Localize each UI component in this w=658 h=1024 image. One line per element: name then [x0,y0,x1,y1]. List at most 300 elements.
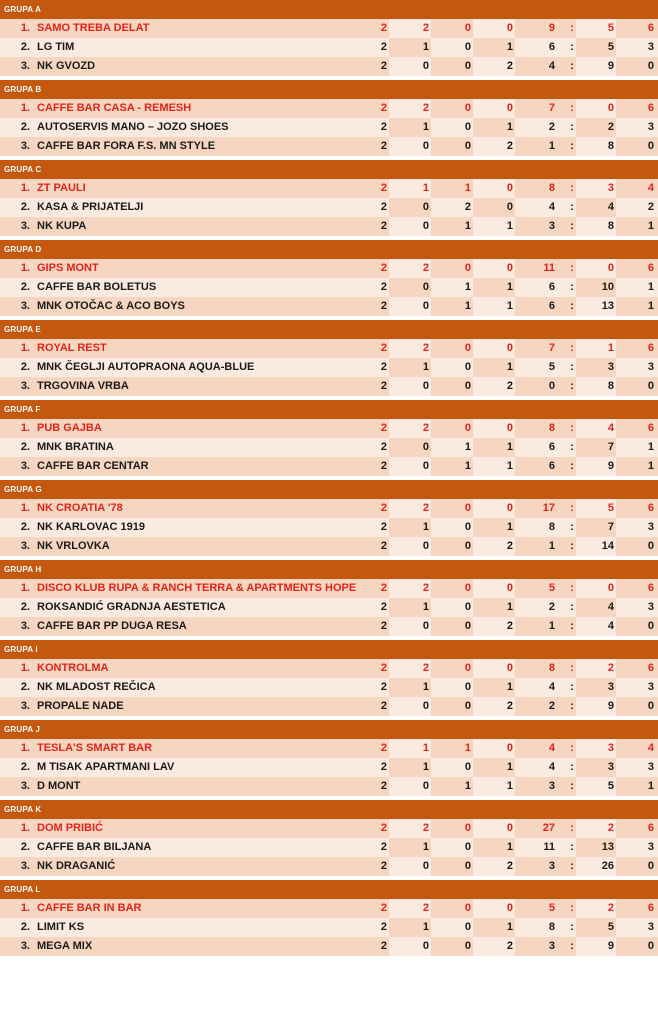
table-row [0,819,658,838]
goals-against-cell: 14 [601,540,614,552]
goals-against-cell: 4 [607,620,614,632]
goals-against-cell: 7 [607,521,614,533]
goals-against-cell: 4 [607,201,614,213]
played-cell: 2 [380,761,387,773]
table-row [0,617,658,636]
table-row [0,518,658,537]
drawn-cell: 0 [464,140,471,152]
points-cell: 3 [647,361,654,373]
group-header: GRUPA B [0,80,658,99]
group-header: GRUPA E [0,320,658,339]
goals-against-cell: 2 [607,822,614,834]
won-cell: 0 [422,860,429,872]
score-separator-cell: : [570,940,574,952]
drawn-cell: 0 [464,902,471,914]
position-cell: 1. [20,182,30,194]
team-name-cell: KONTROLMA [37,662,109,674]
team-name-cell: MEGA MIX [37,940,93,952]
points-cell: 0 [647,940,654,952]
goals-for-cell: 6 [548,41,555,53]
goals-for-cell: 3 [548,860,555,872]
group-table [0,800,658,876]
won-cell: 0 [422,940,429,952]
position-cell: 1. [20,902,30,914]
position-cell: 2. [20,361,30,373]
points-cell: 1 [647,460,654,472]
position-cell: 2. [20,441,30,453]
lost-cell: 1 [506,780,513,792]
played-cell: 2 [380,201,387,213]
table-row [0,739,658,758]
lost-cell: 1 [506,681,513,693]
drawn-cell: 1 [464,441,471,453]
points-cell: 1 [647,281,654,293]
score-separator-cell: : [570,662,574,674]
group-table [0,480,658,556]
lost-cell: 0 [506,182,513,194]
lost-cell: 1 [506,521,513,533]
team-name-cell: NK MLADOST REČICA [37,681,156,693]
goals-for-cell: 2 [548,601,555,613]
score-separator-cell: : [570,502,574,514]
goals-for-cell: 8 [548,182,555,194]
score-separator-cell: : [570,60,574,72]
drawn-cell: 0 [464,342,471,354]
points-cell: 6 [647,502,654,514]
table-row [0,899,658,918]
score-separator-cell: : [570,102,574,114]
points-cell: 6 [647,22,654,34]
played-cell: 2 [380,860,387,872]
position-cell: 1. [20,662,30,674]
position-cell: 2. [20,201,30,213]
goals-for-cell: 1 [548,140,555,152]
goals-for-cell: 2 [548,700,555,712]
points-cell: 6 [647,422,654,434]
table-row [0,678,658,697]
goals-against-cell: 1 [607,342,614,354]
group-table [0,560,658,636]
table-row [0,438,658,457]
lost-cell: 2 [506,60,513,72]
team-name-cell: NK CROATIA '78 [37,502,123,514]
points-cell: 3 [647,761,654,773]
score-separator-cell: : [570,41,574,53]
goals-against-cell: 0 [607,262,614,274]
goals-against-cell: 7 [607,441,614,453]
goals-against-cell: 9 [607,460,614,472]
group-table [0,400,658,476]
goals-for-cell: 7 [548,102,555,114]
points-cell: 6 [647,342,654,354]
table-row [0,937,658,956]
lost-cell: 0 [506,262,513,274]
score-separator-cell: : [570,220,574,232]
goals-against-cell: 0 [607,102,614,114]
goals-for-cell: 5 [548,361,555,373]
lost-cell: 1 [506,361,513,373]
lost-cell: 2 [506,700,513,712]
lost-cell: 2 [506,940,513,952]
team-name-cell: CAFFE BAR BILJANA [37,841,152,853]
drawn-cell: 0 [464,841,471,853]
lost-cell: 0 [506,502,513,514]
goals-against-cell: 5 [607,22,614,34]
lost-cell: 2 [506,380,513,392]
lost-cell: 0 [506,22,513,34]
table-row [0,758,658,777]
played-cell: 2 [380,41,387,53]
played-cell: 2 [380,102,387,114]
won-cell: 0 [422,201,429,213]
won-cell: 1 [422,182,429,194]
drawn-cell: 0 [464,921,471,933]
won-cell: 0 [422,620,429,632]
points-cell: 3 [647,41,654,53]
lost-cell: 0 [506,902,513,914]
goals-for-cell: 3 [548,780,555,792]
team-name-cell: ROKSANDIĆ GRADNJA AESTETICA [37,601,226,613]
drawn-cell: 0 [464,121,471,133]
table-row [0,137,658,156]
team-name-cell: ROYAL REST [37,342,107,354]
lost-cell: 1 [506,761,513,773]
played-cell: 2 [380,361,387,373]
drawn-cell: 0 [464,380,471,392]
group-header: GRUPA G [0,480,658,499]
drawn-cell: 0 [464,422,471,434]
goals-against-cell: 2 [607,902,614,914]
drawn-cell: 0 [464,521,471,533]
position-cell: 1. [20,22,30,34]
goals-against-cell: 4 [607,422,614,434]
team-name-cell: NK KUPA [37,220,87,232]
drawn-cell: 0 [464,681,471,693]
won-cell: 1 [422,681,429,693]
team-name-cell: CAFFE BAR FORA F.S. MN STYLE [37,140,216,152]
goals-against-cell: 2 [607,121,614,133]
won-cell: 0 [422,441,429,453]
lost-cell: 1 [506,281,513,293]
table-row [0,499,658,518]
played-cell: 2 [380,841,387,853]
won-cell: 1 [422,41,429,53]
played-cell: 2 [380,582,387,594]
group-header: GRUPA F [0,400,658,419]
score-separator-cell: : [570,262,574,274]
drawn-cell: 0 [464,601,471,613]
team-name-cell: NK GVOZD [37,60,96,72]
goals-for-cell: 5 [548,902,555,914]
won-cell: 2 [422,822,429,834]
played-cell: 2 [380,422,387,434]
position-cell: 2. [20,921,30,933]
played-cell: 2 [380,921,387,933]
lost-cell: 2 [506,860,513,872]
drawn-cell: 1 [464,742,471,754]
group-table [0,240,658,316]
team-name-cell: NK DRAGANIĆ [37,860,116,872]
won-cell: 2 [422,262,429,274]
position-cell: 1. [20,422,30,434]
points-cell: 6 [647,902,654,914]
goals-for-cell: 6 [548,460,555,472]
goals-against-cell: 0 [607,582,614,594]
played-cell: 2 [380,521,387,533]
goals-against-cell: 4 [607,601,614,613]
group-table [0,0,658,76]
team-name-cell: TRGOVINA VRBA [37,380,129,392]
score-separator-cell: : [570,182,574,194]
goals-for-cell: 5 [548,582,555,594]
score-separator-cell: : [570,460,574,472]
goals-against-cell: 3 [607,742,614,754]
lost-cell: 0 [506,201,513,213]
position-cell: 1. [20,502,30,514]
points-cell: 1 [647,300,654,312]
position-cell: 2. [20,281,30,293]
goals-against-cell: 9 [607,60,614,72]
table-row [0,579,658,598]
goals-against-cell: 5 [607,780,614,792]
goals-against-cell: 8 [607,140,614,152]
table-row [0,598,658,617]
group-table [0,640,658,716]
table-row [0,217,658,236]
drawn-cell: 0 [464,582,471,594]
lost-cell: 0 [506,582,513,594]
goals-for-cell: 3 [548,940,555,952]
position-cell: 3. [20,780,30,792]
played-cell: 2 [380,502,387,514]
goals-against-cell: 9 [607,940,614,952]
group-header: GRUPA H [0,560,658,579]
lost-cell: 2 [506,620,513,632]
group-header: GRUPA I [0,640,658,659]
won-cell: 2 [422,662,429,674]
points-cell: 3 [647,121,654,133]
lost-cell: 1 [506,121,513,133]
team-name-cell: D MONT [37,780,81,792]
points-cell: 6 [647,662,654,674]
points-cell: 0 [647,540,654,552]
played-cell: 2 [380,22,387,34]
score-separator-cell: : [570,281,574,293]
position-cell: 1. [20,342,30,354]
won-cell: 0 [422,60,429,72]
points-cell: 0 [647,60,654,72]
team-name-cell: CAFFE BAR BOLETUS [37,281,157,293]
position-cell: 1. [20,742,30,754]
goals-against-cell: 5 [607,41,614,53]
table-row [0,339,658,358]
position-cell: 3. [20,140,30,152]
drawn-cell: 0 [464,662,471,674]
won-cell: 0 [422,540,429,552]
table-row [0,918,658,937]
goals-for-cell: 0 [548,380,555,392]
points-cell: 1 [647,441,654,453]
lost-cell: 1 [506,441,513,453]
played-cell: 2 [380,540,387,552]
score-separator-cell: : [570,921,574,933]
team-name-cell: GIPS MONT [37,262,99,274]
drawn-cell: 0 [464,102,471,114]
group-header: GRUPA A [0,0,658,19]
position-cell: 3. [20,700,30,712]
team-name-cell: NK VRLOVKA [37,540,110,552]
team-name-cell: TESLA'S SMART BAR [37,742,153,754]
goals-for-cell: 1 [548,620,555,632]
table-row [0,297,658,316]
points-cell: 4 [647,742,654,754]
goals-for-cell: 3 [548,220,555,232]
won-cell: 0 [422,140,429,152]
goals-against-cell: 26 [601,860,614,872]
group-table [0,160,658,236]
group-header: GRUPA C [0,160,658,179]
won-cell: 1 [422,921,429,933]
points-cell: 3 [647,841,654,853]
group-table [0,80,658,156]
points-cell: 3 [647,921,654,933]
goals-against-cell: 3 [607,361,614,373]
points-cell: 3 [647,521,654,533]
lost-cell: 1 [506,601,513,613]
position-cell: 2. [20,521,30,533]
played-cell: 2 [380,342,387,354]
score-separator-cell: : [570,742,574,754]
points-cell: 1 [647,780,654,792]
position-cell: 3. [20,220,30,232]
lost-cell: 1 [506,220,513,232]
goals-against-cell: 8 [607,380,614,392]
won-cell: 1 [422,841,429,853]
played-cell: 2 [380,121,387,133]
drawn-cell: 0 [464,361,471,373]
group-header: GRUPA J [0,720,658,739]
won-cell: 2 [422,902,429,914]
position-cell: 2. [20,601,30,613]
position-cell: 3. [20,540,30,552]
team-name-cell: LG TIM [37,41,75,53]
drawn-cell: 0 [464,700,471,712]
points-cell: 0 [647,620,654,632]
lost-cell: 1 [506,300,513,312]
position-cell: 2. [20,41,30,53]
played-cell: 2 [380,460,387,472]
table-row [0,179,658,198]
score-separator-cell: : [570,342,574,354]
team-name-cell: AUTOSERVIS MANO – JOZO SHOES [37,121,229,133]
drawn-cell: 1 [464,460,471,472]
position-cell: 3. [20,940,30,952]
points-cell: 0 [647,140,654,152]
played-cell: 2 [380,140,387,152]
points-cell: 0 [647,860,654,872]
drawn-cell: 0 [464,822,471,834]
goals-for-cell: 4 [548,761,555,773]
won-cell: 2 [422,422,429,434]
score-separator-cell: : [570,201,574,213]
goals-against-cell: 13 [601,300,614,312]
table-row [0,358,658,377]
won-cell: 0 [422,700,429,712]
team-name-cell: CAFFE BAR CASA - REMESH [37,102,192,114]
score-separator-cell: : [570,860,574,872]
score-separator-cell: : [570,380,574,392]
goals-against-cell: 2 [607,662,614,674]
table-row [0,419,658,438]
position-cell: 3. [20,460,30,472]
position-cell: 2. [20,761,30,773]
drawn-cell: 1 [464,220,471,232]
position-cell: 3. [20,300,30,312]
won-cell: 2 [422,582,429,594]
played-cell: 2 [380,902,387,914]
drawn-cell: 1 [464,300,471,312]
goals-for-cell: 11 [543,841,555,853]
played-cell: 2 [380,262,387,274]
table-row [0,697,658,716]
position-cell: 2. [20,841,30,853]
table-row [0,777,658,796]
drawn-cell: 0 [464,940,471,952]
score-separator-cell: : [570,582,574,594]
won-cell: 1 [422,601,429,613]
points-cell: 6 [647,262,654,274]
score-separator-cell: : [570,422,574,434]
won-cell: 1 [422,761,429,773]
won-cell: 1 [422,521,429,533]
score-separator-cell: : [570,540,574,552]
goals-for-cell: 6 [548,300,555,312]
points-cell: 0 [647,700,654,712]
team-name-cell: NK KARLOVAC 1919 [37,521,145,533]
position-cell: 1. [20,102,30,114]
points-cell: 6 [647,822,654,834]
team-name-cell: KASA & PRIJATELJI [37,201,144,213]
position-cell: 1. [20,262,30,274]
goals-against-cell: 5 [607,921,614,933]
points-cell: 6 [647,582,654,594]
played-cell: 2 [380,300,387,312]
group-table [0,320,658,396]
played-cell: 2 [380,60,387,72]
goals-against-cell: 3 [607,182,614,194]
team-name-cell: CAFFE BAR PP DUGA RESA [37,620,187,632]
won-cell: 2 [422,102,429,114]
drawn-cell: 0 [464,262,471,274]
played-cell: 2 [380,441,387,453]
position-cell: 3. [20,60,30,72]
goals-for-cell: 2 [548,121,555,133]
position-cell: 2. [20,121,30,133]
lost-cell: 0 [506,662,513,674]
lost-cell: 0 [506,742,513,754]
played-cell: 2 [380,182,387,194]
won-cell: 1 [422,121,429,133]
score-separator-cell: : [570,140,574,152]
group-header: GRUPA K [0,800,658,819]
team-name-cell: PUB GAJBA [37,422,102,434]
played-cell: 2 [380,380,387,392]
won-cell: 0 [422,220,429,232]
lost-cell: 0 [506,422,513,434]
won-cell: 0 [422,460,429,472]
team-name-cell: MNK ČEGLJI AUTOPRAONA AQUA-BLUE [37,361,255,373]
goals-for-cell: 6 [548,441,555,453]
